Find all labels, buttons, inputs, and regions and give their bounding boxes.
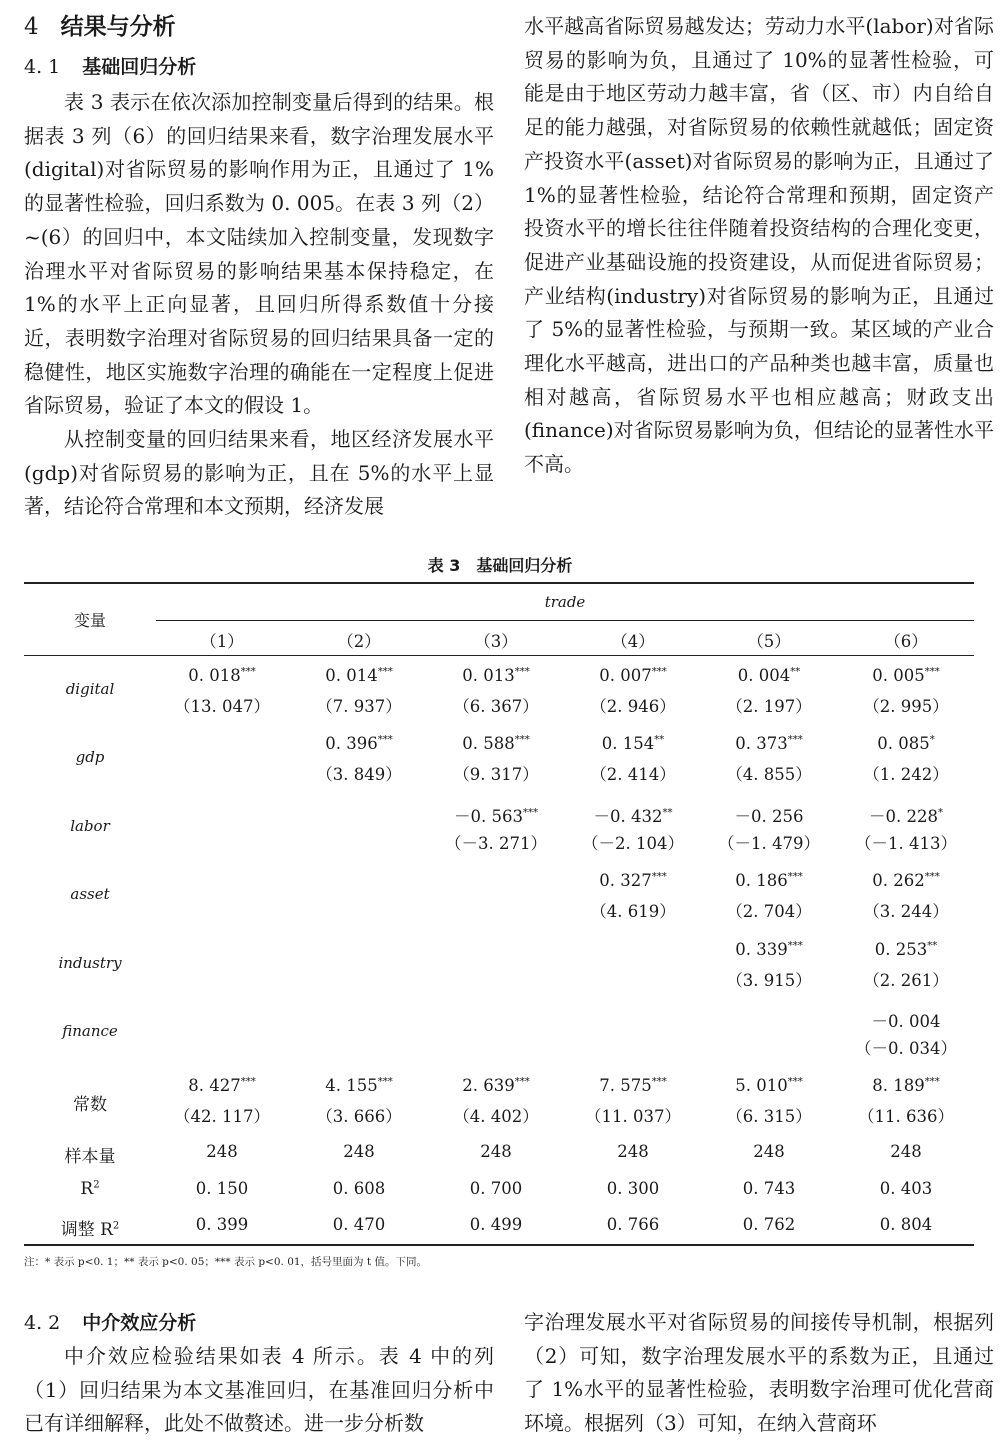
significance-stars: ** (790, 666, 801, 678)
coef-value: －0. 256 (734, 806, 804, 826)
table-coef (289, 734, 429, 753)
table-t-value: （7. 937） (316, 697, 402, 716)
table-coef (836, 1076, 976, 1095)
table-coef (836, 734, 976, 753)
section-title: 结果与分析 (60, 14, 176, 40)
table-t-value: （42. 117） (174, 1107, 270, 1127)
table-t-value: （－1. 413） (855, 833, 957, 853)
stat-label-text: R (80, 1179, 94, 1199)
significance-stars: ** (654, 734, 665, 746)
coef-value: 4. 155 (325, 1076, 378, 1096)
table-coef (699, 1076, 839, 1095)
coef-value: 7. 575 (599, 1076, 652, 1096)
table-t-value: （6. 315） (726, 1107, 812, 1127)
significance-stars: *** (522, 807, 538, 819)
subsection-heading-4-2 (24, 1308, 196, 1335)
coef-value: －0. 432 (593, 806, 663, 826)
table-column-header: （4） (611, 632, 655, 651)
significance-stars: *** (240, 1076, 256, 1088)
coef-value: 8. 189 (872, 1076, 925, 1096)
table-var-header: 变量 (73, 611, 106, 630)
table-t-value: （2. 414） (590, 765, 676, 785)
significance-stars: *** (514, 1076, 530, 1088)
table-coef (836, 666, 976, 685)
significance-stars: *** (377, 734, 393, 746)
significance-stars: * (929, 734, 935, 746)
significance-stars: *** (651, 871, 667, 883)
significance-stars: *** (240, 666, 256, 678)
table-column-header: （1） (200, 632, 244, 651)
coef-value: 0. 007 (599, 666, 652, 685)
table-note: 注：* 表示 p<0. 1；** 表示 p<0. 05；*** 表示 p<0. 01，括号里面为 t 值。下同。 (24, 1256, 427, 1268)
table-t-value: （2. 946） (590, 697, 676, 716)
left-column-top (24, 86, 494, 524)
table-coef (426, 734, 566, 753)
table-coef (152, 1076, 292, 1095)
table-row-label: 常数 (73, 1095, 107, 1116)
significance-stars: *** (787, 871, 803, 883)
coef-value: 0. 396 (325, 734, 378, 754)
table-stat-value: 0. 470 (332, 1215, 386, 1234)
coef-value: 0. 014 (325, 666, 378, 685)
table-coef (563, 1076, 703, 1095)
coef-value: －0. 228 (869, 806, 938, 826)
subsection-heading-4-1 (24, 52, 196, 79)
table-stat-value: 0. 766 (606, 1215, 660, 1234)
coef-value: 0. 262 (872, 871, 925, 891)
table-stat-value: 0. 499 (469, 1215, 523, 1234)
subsection-number: 4. 2 (24, 1312, 61, 1334)
coef-value: 0. 013 (462, 666, 515, 685)
significance-stars: *** (924, 666, 940, 678)
significance-stars: * (937, 807, 943, 819)
coef-value: 0. 327 (599, 871, 652, 891)
table-t-value: （3. 915） (726, 970, 812, 990)
coef-value: 0. 154 (601, 734, 655, 754)
coef-value: 0. 085 (877, 734, 930, 754)
table-t-value: （11. 636） (858, 1107, 954, 1127)
table-stat-value: 0. 700 (469, 1179, 523, 1198)
table-stat-value: 248 (890, 1142, 922, 1161)
table-t-value: （4. 855） (726, 765, 812, 785)
table-coef (699, 803, 839, 827)
table-stat-value: 0. 743 (742, 1179, 796, 1198)
significance-stars: *** (651, 1076, 667, 1088)
table-coef (836, 940, 976, 959)
significance-stars: *** (787, 1076, 803, 1088)
table-t-value: （－3. 271） (445, 833, 547, 853)
significance-stars: *** (377, 1076, 393, 1088)
table-t-value: （4. 619） (590, 902, 676, 922)
significance-stars: *** (787, 940, 803, 952)
paragraph-3: 水平越高省际贸易越发达；劳动力水平(labor)对省际贸易的影响为负，且通过了 10%的显著性检验，可能是由于地区劳动力越丰富，省（区、市）内自给自足的能力越强，对省际贸易的依赖性就越低；固定资产投资水平(asset)对省际贸易的影响为正，且通过了 1%的显著性检验，结论符合常理和预期，固定资产投资水平的增长往往伴随着投资结构的合理化变更，促进产业基础设施的投资建设，从而促进省际贸易；产业结构(industry)对省际贸易的影响为正，且通过了 5%的显著性检验，与预期一致。某区域的产业合理化水平越高，进出口的产品种类也越丰富，质量也相对越高，省际贸易水平也相应越高；财政支出(finance)对省际贸易影响为负，但结论的显著性水平不高。 (524, 14, 994, 477)
table-stat-label (24, 1215, 156, 1240)
table-stat-value: 0. 804 (879, 1215, 933, 1234)
table-t-value: （6. 367） (453, 697, 539, 716)
table-t-value: （－1. 479） (718, 833, 820, 853)
table-coef (563, 803, 703, 827)
stat-label-text: 样本量 (64, 1147, 116, 1167)
paragraph-1: 表 3 表示在依次添加控制变量后得到的结果。根据表 3 列（6）的回归结果来看，数字治理发展水平(digital)对省际贸易的影响作用为正，且通过了 1%的显著性检验，回归系数为 0. 005。在表 3 列（2）~(6）的回归中，本文陆续加入控制变量，发现数字治理水平对省际贸易的影响结果基本保持稳定，在 1%的水平上正向显著，且回归所得系数值十分接近，表明数字治理对省际贸易的回归结果具备一定的稳健性，地区实施数字治理的确能在一定程度上促进省际贸易，验证了本文的假设 1。 (24, 90, 494, 418)
significance-stars: ** (662, 807, 673, 819)
coef-value: 0. 373 (735, 734, 788, 754)
table-row-label: asset (70, 885, 110, 904)
table-t-value: （9. 317） (453, 765, 539, 785)
table-column-header: （5） (747, 632, 791, 651)
significance-stars: *** (514, 734, 530, 746)
paragraph-5: 字治理发展水平对省际贸易的间接传导机制，根据列（2）可知，数字治理发展水平的系数为正，且通过了 1%水平的显著性检验，表明数字治理可优化营商环境。根据列（3）可知，在纳入营商环 (524, 1310, 994, 1436)
coef-value: 0. 004 (737, 666, 791, 685)
coef-value: －0. 563 (454, 806, 523, 826)
table-coef (289, 666, 429, 685)
table-t-value: （－0. 034） (855, 1039, 957, 1058)
table-row-label: digital (65, 680, 115, 698)
table-top-rule (24, 582, 974, 584)
coef-value: 0. 588 (462, 734, 515, 754)
coef-value: 5. 010 (735, 1076, 788, 1096)
table-coef (289, 1076, 429, 1095)
coef-value: 0. 339 (735, 939, 788, 959)
table-row-label: gdp (75, 748, 105, 767)
table-coef (836, 803, 976, 827)
table-coef (426, 803, 566, 827)
table-row-label: industry (58, 953, 122, 972)
table-stat-value: 0. 608 (332, 1179, 386, 1198)
coef-value: 0. 018 (188, 666, 241, 685)
section-heading (24, 8, 176, 41)
table-stat-value: 0. 399 (195, 1215, 249, 1234)
stat-label-superscript: 2 (112, 1220, 120, 1232)
significance-stars: *** (651, 666, 667, 678)
significance-stars: *** (377, 666, 393, 678)
table-column-header: （3） (474, 632, 518, 651)
table-t-value: （3. 244） (863, 902, 949, 922)
stat-label-text: 调整 R (60, 1220, 113, 1240)
table-header-rule (24, 655, 974, 656)
section-number: 4 (24, 14, 39, 40)
table-stat-value: 248 (753, 1142, 785, 1161)
significance-stars: *** (514, 666, 530, 678)
table-coef (426, 1076, 566, 1095)
table-stat-value: 0. 300 (606, 1179, 660, 1198)
table-title: 表 3 基础回归分析 (427, 556, 573, 575)
coef-value: －0. 004 (871, 1012, 941, 1031)
table-coef (563, 871, 703, 890)
table-coef (836, 1008, 976, 1032)
table-row-label: finance (62, 1022, 118, 1040)
coef-value: 2. 639 (462, 1076, 515, 1096)
table-mid-rule (156, 620, 974, 621)
table-t-value: （1. 242） (863, 765, 949, 785)
paragraph-4: 中介效应检验结果如表 4 所示。表 4 中的列（1）回归结果为本文基准回归，在基准回归分析中已有详细解释，此处不做赘述。进一步分析数 (24, 1344, 494, 1436)
table-coef (563, 666, 703, 685)
table-stat-value: 248 (480, 1142, 512, 1161)
table-t-value: （3. 666） (316, 1107, 402, 1127)
table-coef (699, 940, 839, 959)
subsection-title: 中介效应分析 (82, 1312, 197, 1334)
table-coef (699, 734, 839, 753)
stat-label-superscript: 2 (93, 1179, 100, 1191)
table-column-header: （2） (337, 632, 381, 651)
table-t-value: （2. 995） (863, 697, 949, 716)
table-coef (836, 871, 976, 890)
table-bottom-rule (24, 1244, 974, 1246)
coef-value: 0. 253 (874, 939, 928, 959)
table-coef (152, 666, 292, 685)
table-stat-value: 248 (343, 1142, 375, 1161)
table-coef (426, 666, 566, 685)
coef-value: 0. 005 (872, 666, 925, 685)
table-stat-value: 248 (617, 1142, 649, 1161)
coef-value: 0. 186 (735, 871, 788, 891)
table-coef (563, 734, 703, 753)
table-stat-value: 0. 403 (879, 1179, 933, 1198)
left-column-bottom (24, 1340, 494, 1441)
paragraph-2: 从控制变量的回归结果来看，地区经济发展水平(gdp)对省际贸易的影响为正，且在 5%的水平上显著，结论符合常理和本文预期，经济发展 (24, 427, 494, 519)
table-stat-label (24, 1179, 156, 1199)
subsection-number: 4. 1 (24, 56, 61, 78)
table-coef (699, 871, 839, 890)
table-t-value: （2. 261） (863, 970, 949, 990)
table-row-label: labor (70, 816, 110, 835)
table-t-value: （11. 037） (585, 1107, 681, 1127)
significance-stars: *** (787, 734, 803, 746)
significance-stars: *** (924, 1076, 940, 1088)
table-column-header: （6） (884, 632, 928, 651)
table-stat-label (24, 1142, 156, 1167)
coef-value: 8. 427 (188, 1076, 241, 1096)
table-t-value: （13. 047） (174, 697, 270, 716)
table-dep-var: trade (544, 593, 586, 611)
table-t-value: （3. 849） (316, 765, 402, 785)
table-t-value: （－2. 104） (582, 833, 684, 853)
table-stat-value: 248 (206, 1142, 238, 1161)
subsection-title: 基础回归分析 (82, 56, 197, 78)
table-t-value: （2. 704） (726, 902, 812, 922)
table-stat-value: 0. 150 (195, 1179, 249, 1198)
significance-stars: *** (924, 871, 940, 883)
table-coef (699, 666, 839, 685)
table-stat-value: 0. 762 (742, 1215, 796, 1234)
significance-stars: ** (927, 940, 938, 952)
right-column-bottom (524, 1306, 994, 1441)
table-t-value: （4. 402） (453, 1107, 539, 1127)
right-column-top (524, 10, 994, 482)
table-t-value: （2. 197） (726, 697, 812, 716)
